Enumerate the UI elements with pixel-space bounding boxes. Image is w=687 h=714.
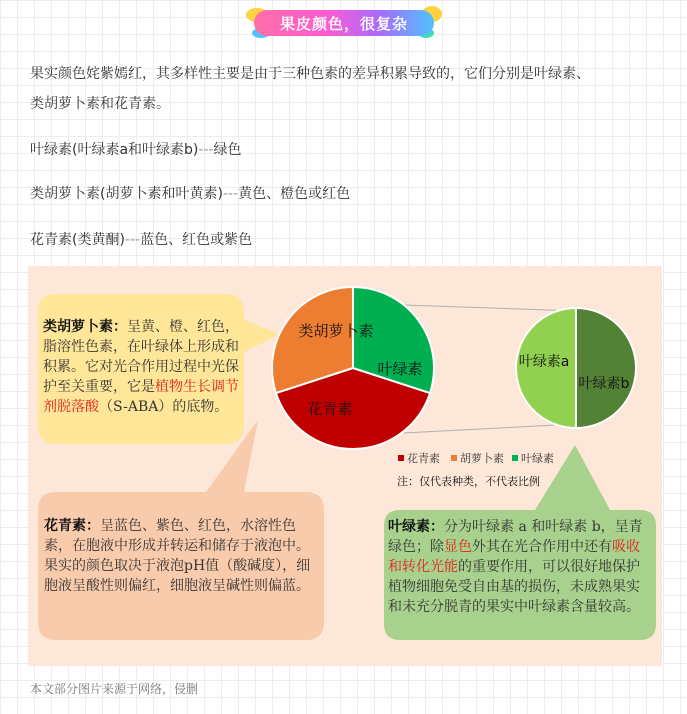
pigment-separator: --- (198, 142, 214, 158)
anthocyanin-description (44, 516, 318, 596)
carotenoid-text: 呈黄、橙、红色，脂溶性色素，在叶绿体上形成和积累。它对光合作用过程中光保护至关重要，它是 (43, 319, 239, 395)
pigment-color: 绿色 (213, 142, 242, 158)
pigment-separator: --- (222, 186, 239, 202)
chlorophyll-highlight: 显色 (444, 539, 472, 555)
chlorophyll-text: 分为叶绿素 a 和叶绿素 b，呈青绿色；除 (388, 519, 643, 555)
chlorophyll-description (388, 517, 650, 617)
pigment-name: 类胡萝卜素(胡萝卜素和叶黄素) (30, 186, 223, 202)
carotenoid-text-end: （S-ABA）的底物。 (99, 399, 229, 415)
connector-line (404, 305, 576, 311)
chlorophyll-highlight: 吸收和转化光能 (388, 539, 640, 575)
pigment-name: 花青素(类黄酮) (30, 232, 125, 248)
legend-label: 花青素 (407, 452, 440, 465)
intro-line-2: 类胡萝卜素和花青素。 (30, 96, 170, 112)
footer-note: 本文部分图片来源于网络，侵删 (30, 682, 199, 696)
page-title: 果皮颜色，很复杂 (279, 15, 408, 33)
pigment-separator: --- (124, 232, 141, 248)
legend-label: 叶绿素 (521, 452, 554, 465)
chlorophyll-text: 的重要作用，可以很好地保护植物细胞免受自由基的损伤，未成熟果实和未充分脱青的果实中叶绿素含量较高。 (388, 559, 640, 615)
pie-slice (576, 308, 636, 428)
pie-slice-label: 叶绿素 (377, 360, 423, 378)
chart-note: 注：仅代表种类，不代表比例 (397, 475, 540, 488)
legend-swatch (398, 455, 404, 461)
pie-slice-label: 类胡萝卜素 (298, 322, 374, 340)
anthocyanin-text: 呈蓝色、紫色、红色，水溶性色素，在胞液中形成并转运和储存于液泡中。果实的颜色取决于液泡pH值（酸碱度），细胞液呈酸性则偏红，细胞液呈碱性则偏蓝。 (44, 518, 311, 594)
pigment-color: 黄色、橙色或红色 (238, 186, 351, 202)
main-pie-chart (272, 287, 434, 449)
connector-line (404, 424, 576, 433)
chart-legend (398, 451, 554, 465)
carotenoid-title: 类胡萝卜素： (43, 319, 127, 335)
intro-line-1: 果实颜色姹紫嫣红，其多样性主要是由于三种色素的差异积累导致的，它们分别是叶绿素、 (30, 66, 590, 82)
legend-label: 胡萝卜素 (460, 452, 504, 465)
anthocyanin-title: 花青素： (44, 518, 100, 534)
chlorophyll-pie-chart (516, 308, 636, 428)
pigment-name: 叶绿素(叶绿素a和叶绿素b) (30, 142, 199, 158)
chlorophyll-title: 叶绿素： (388, 519, 444, 535)
carotenoid-description (43, 317, 243, 417)
carotenoid-highlight: 植物生长调节剂脱落酸 (43, 379, 239, 415)
pigment-color: 蓝色、红色或紫色 (140, 232, 253, 248)
legend-swatch (451, 455, 457, 461)
chlorophyll-text: 外其在光合作用中还有 (472, 539, 612, 555)
pie-slice-label: 叶绿素b (578, 376, 630, 392)
legend-swatch (512, 455, 518, 461)
pie-slice-label: 花青素 (307, 400, 353, 418)
pie-slice-label: 叶绿素a (518, 354, 570, 370)
